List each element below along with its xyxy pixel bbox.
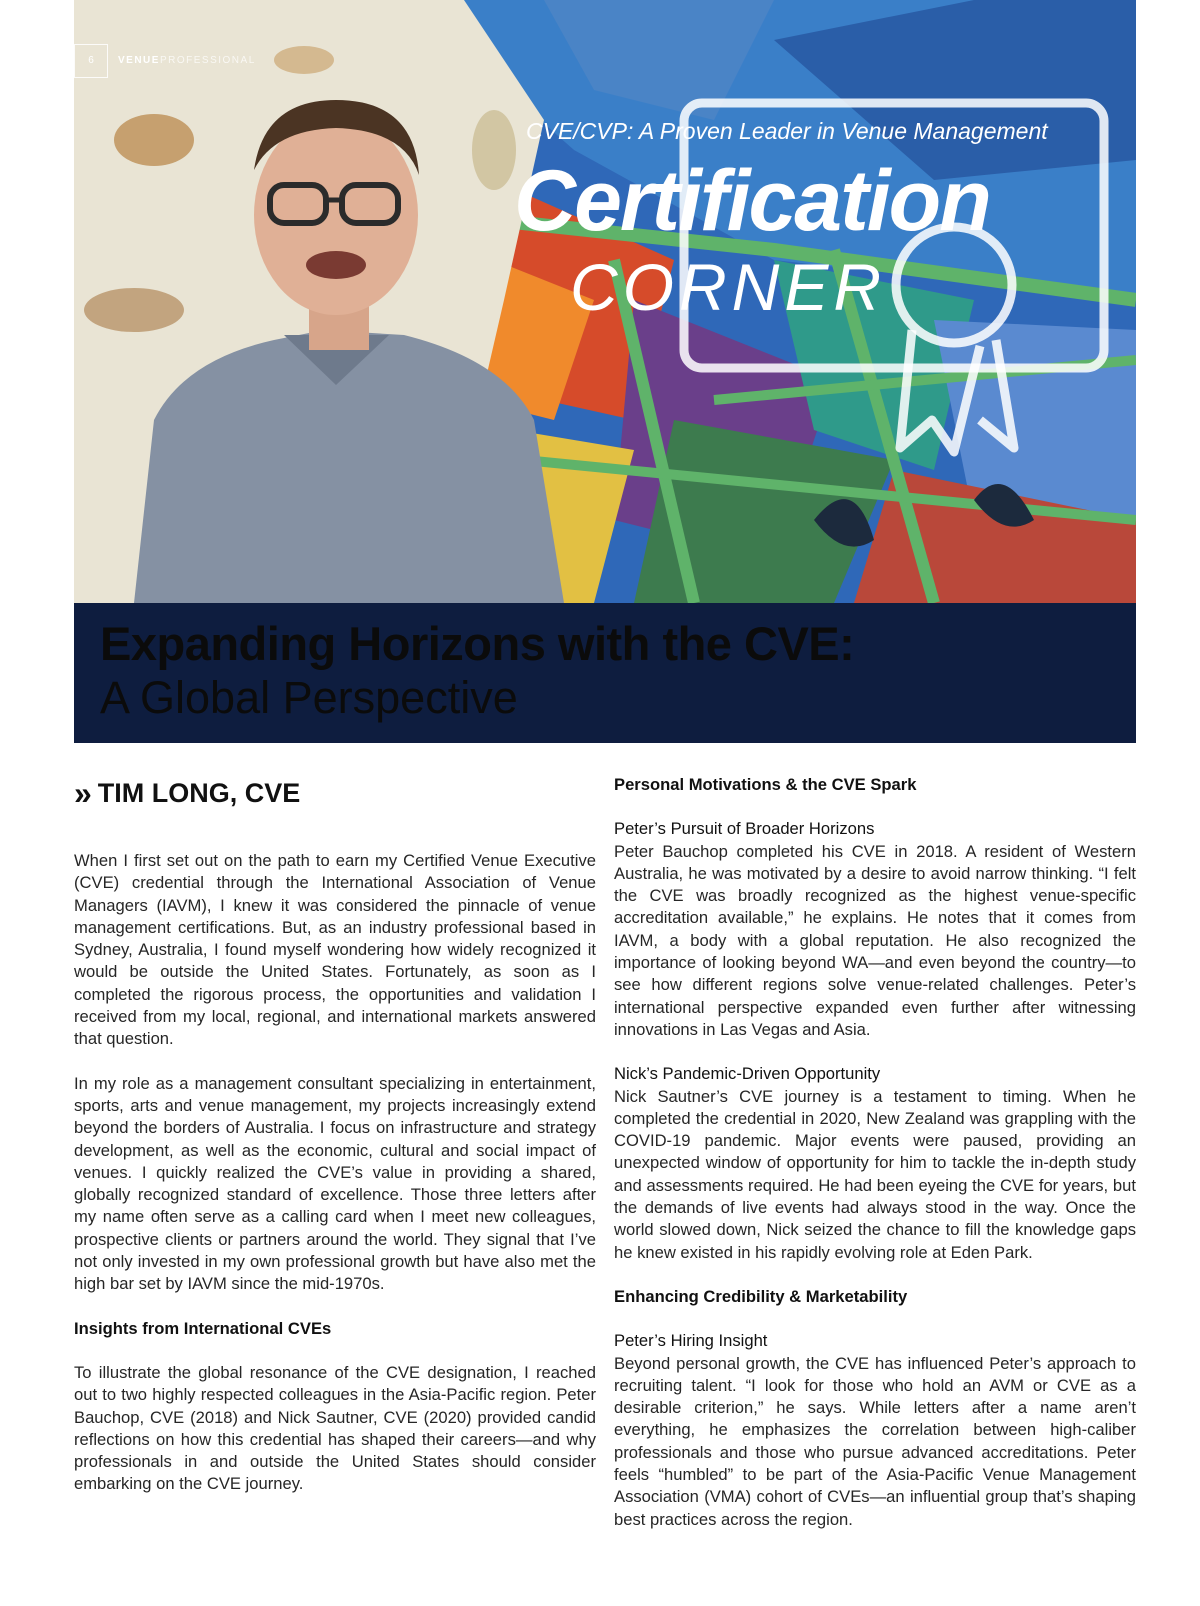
subsection-heading: Peter’s Pursuit of Broader Horizons bbox=[614, 819, 875, 839]
left-column bbox=[74, 772, 596, 1496]
section-heading: Enhancing Credibility & Marketability bbox=[614, 1286, 908, 1306]
page-number: 6 bbox=[74, 44, 108, 78]
author-byline bbox=[74, 772, 596, 814]
subsection-heading: Nick’s Pandemic-Driven Opportunity bbox=[614, 1064, 881, 1084]
series-subtitle: CORNER bbox=[570, 250, 887, 324]
paragraph: Nick Sautner’s CVE journey is a testament to timing. When he completed the credential in 2020, New Zealand was grappling with the COVID-19 pandemic. Major events were paused, providing an unexpected window of opportunity for him to tackle the in-depth study and assessments required. He had been eyeing the CVE for years, but the demands of live events had always stood in the way. Once the world slowed down, Nick seized the chance to fill the knowledge gaps he knew existed in his rapidly evolving role at Eden Park. bbox=[614, 1086, 1136, 1262]
page-runner bbox=[74, 0, 374, 66]
paragraph: Peter Bauchop completed his CVE in 2018. A resident of Western Australia, he was motivated by a desire to avoid narrow thinking. “I felt the CVE was broadly recognized as the highest venue-specific accreditation available,” he explains. He notes that it comes from IAVM, a body with a global reputation. He also recognized the importance of looking beyond WA—and even beyond the country—to see how different regions solve venue-related challenges. Peter’s international perspective expanded even further after witnessing innovations in Las Vegas and Asia. bbox=[614, 841, 1136, 1039]
article-headline: Expanding Horizons with the CVE: bbox=[100, 617, 855, 670]
paragraph: Beyond personal growth, the CVE has influenced Peter’s approach to recruiting talent. “I look for those who hold an AVM or CVE as a desirable criterion,” he says. While letters after a name aren’t everything, he emphasizes the correlation between high-caliber professionals and those who pursue advanced accreditations. Peter feels “humbled” to be part of the Asia-Pacific Venue Management Association (VMA) cohort of CVEs—an influential group that’s shaping best practices across the region. bbox=[614, 1353, 1136, 1529]
brand-bold: VENUE bbox=[118, 55, 160, 66]
paragraph: When I first set out on the path to earn my Certified Venue Executive (CVE) credential through the International Association of Venue Managers (IAVM), I knew it was considered the pinnacle of venue management certifications. But, as an industry professional based in Sydney, Australia, I found myself wondering how widely recognized it would be outside the United States. Fortunately, as soon as I completed the rigorous process, the opportunities and validation I received from my local, regional, and international markets answered that question. bbox=[74, 851, 596, 1049]
section-heading: Insights from International CVEs bbox=[74, 1318, 332, 1338]
magazine-brand bbox=[118, 55, 256, 66]
right-column bbox=[614, 774, 1136, 1531]
series-kicker: CVE/CVP: A Proven Leader in Venue Management bbox=[526, 118, 1048, 144]
series-title: Certification bbox=[514, 153, 990, 249]
brand-light: PROFESSIONAL bbox=[159, 55, 256, 66]
section-heading: Personal Motivations & the CVE Spark bbox=[614, 775, 917, 794]
author-name: TIM LONG, CVE bbox=[97, 777, 301, 808]
paragraph: To illustrate the global resonance of the CVE designation, I reached out to two highly respected colleagues in the Asia-Pacific region. Peter Bauchop, CVE (2018) and Nick Sautner, CVE (2020) provided candid reflections on how this credential has shaped their careers—and why professionals in and outside the United States should consider embarking on the CVE journey. bbox=[74, 1362, 596, 1494]
subsection-heading: Peter’s Hiring Insight bbox=[614, 1331, 768, 1351]
double-chevron-right-icon: » bbox=[74, 775, 92, 811]
article-subheadline: A Global Perspective bbox=[100, 672, 518, 723]
hero-banner bbox=[74, 0, 1136, 743]
paragraph: In my role as a management consultant specializing in entertainment, sports, arts and venue management, my projects increasingly extend beyond the borders of Australia. I focus on infrastructure and strategy development, as well as the economic, cultural and social impact of venues. I quickly realized the CVE’s value in providing a shared, globally recognized standard of excellence. Those three letters after my name often serve as a calling card when I meet new colleagues, prospective clients or partners around the world. They signal that I’ve not only invested in my own professional growth but have also met the high bar set by IAVM since the mid-1970s. bbox=[74, 1073, 596, 1294]
